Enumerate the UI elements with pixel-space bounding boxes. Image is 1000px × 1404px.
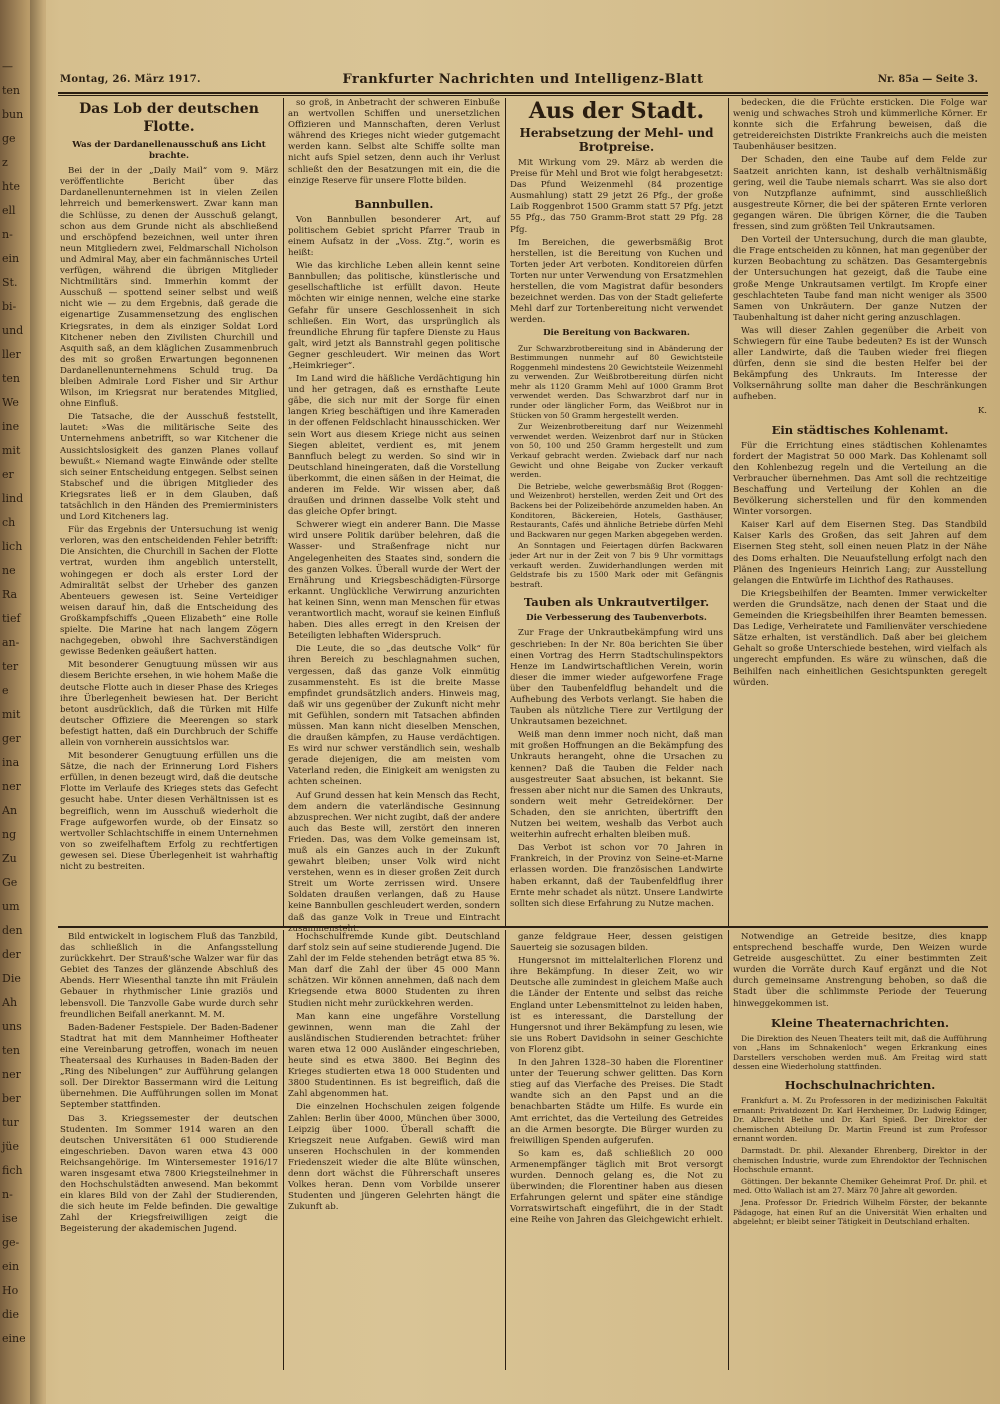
spine-fragment: ter xyxy=(2,660,19,673)
spine-fragment: tur xyxy=(2,1116,19,1129)
article-paragraph: Die Leute, die so „das deutsche Volk“ für ihren Bereich zu beschlagnahmen suchen, vergessen, daß das ganze Volk einmütig zusammensteht. Es ist die breite Masse empfindet grundsätzlich anders. Hinweis mag, daß wir uns gegenüber der Zukunft nicht mehr mit Gefühlen, sondern mit Tatsachen abfinden müssen. Man kann nicht dieselben Menschen, die draußen kämpfen, zu Hause verdächtigen. Es wird nur schwer verständlich sein, weshalb gerade diejenigen, die am meisten vom Vaterland reden, die Einigkeit am wenigsten zu achten scheinen. xyxy=(288,644,500,788)
hochschul-note: Darmstadt. Dr. phil. Alexander Ehrenberg, Direktor in der chemischen Industrie, wurde zum Ehrendoktor der Technischen Hochschule ernannt. xyxy=(733,1146,987,1175)
feuilleton-paragraph: Bild entwickelt in logischem Fluß das Tanzbild, das schließlich in die Anfangsstellung zurückkehrt. Der Strauß'sche Walzer war für das Gebiet des Tanzes der glänzende Abschluß des Abends. Herr Wiesenthal tanzte ihn mit Fräulein Gebauer in rhythmischer Linie graziös und lebensvoll. Die Tanzvolle Gabe wurde durch sehr freundlichen Beifall anerkannt. M. M. xyxy=(60,932,278,1020)
regulation-paragraph: Die Betriebe, welche gewerbsmäßig Brot (Roggen- und Weizenbrot) herstellen, werden Zeit und Ort des Backens bei der Polizeibehörde anzumelden haben. An Konditoren, Bäckereien, Hotels, Gasthäuser, Restaurants, Cafés und ähnliche Betriebe dürfen Mehl und Backwaren nur gegen Marken abgegeben werden. xyxy=(510,481,723,539)
article-paragraph: Die Kriegsbeihilfen der Beamten. Immer verwickelter werden die Grundsätze, nach denen der Staat und die Gemeinden die Kriegsbeihilfen ihrer Beamten bemessen. Das Ledige, Verheiratete und Familienväter verschiedene Sätze erhalten, ist verständlich. Daß aber bei gleichem Gehalt so große Unterschiede bestehen, wird vielfach als ungerecht empfunden. Es wäre zu wünschen, daß die Beihilfen nach einheitlichen Gesichtspunkten geregelt würden. xyxy=(733,588,987,688)
spine-fragment: jüe xyxy=(2,1140,20,1153)
article-paragraph: Auf Grund dessen hat kein Mensch das Recht, dem andern die vaterländische Gesinnung abzusprechen. Wer nicht zugibt, daß der andere auch das Beste will, zerstört den inneren Frieden. Das, was dem Volke gemeinsam ist, muß als ein Ganzes auch in der Zukunft gewahrt bleiben; unser Volk wird nicht verstehen, wenn es in dieser großen Zeit durch Streit um Worte zerrissen wird. Unsere Soldaten draußen verlangen, daß zu Hause keine Bannbullen geschleudert werden, sondern daß das ganze Volk in Treue und Eintracht zusammensteht. xyxy=(288,790,500,934)
header-rule-thin xyxy=(58,95,988,96)
spine-fragment: ein xyxy=(2,1260,20,1273)
spine-fragment: We xyxy=(2,396,19,409)
spine-fragment: ber xyxy=(2,1092,21,1105)
spine-fragment: Zu xyxy=(2,852,17,865)
spine-fragment: ell xyxy=(2,204,16,217)
spine-fragment: an- xyxy=(2,636,20,649)
bottom-column-1 xyxy=(60,932,278,1368)
column-divider xyxy=(283,98,284,926)
spine-fragment: ch xyxy=(2,516,16,529)
spine-fragment: e xyxy=(2,684,9,697)
subhead-taubenverbot: Die Verbesserung des Taubenverbots. xyxy=(526,613,707,624)
spine-fragment: Ho xyxy=(2,1284,19,1297)
article-paragraph: Für die Errichtung eines städtischen Kohlenamtes fordert der Magistrat 50 000 Mark. Das Kohlenamt soll den Kohlenbezug regeln und die Verteilung an die Verbraucher übernehmen. Das Amt soll die rechtzeitige Beschaffung und Verteilung der Kohlen an die Bevölkerung sicherstellen und für den kommenden Winter vorsorgen. xyxy=(733,440,987,518)
author-signature: K. xyxy=(977,405,987,416)
article-paragraph: Bei der in der „Daily Mail“ vom 9. März veröffentlichte Bericht über das Dardanellenunternehmen ist in vielen Zeilen lehrreich und bemerkenswert. Zwar kann man die Schlüsse, zu denen der Ausschuß gelangt, schon aus dem Grunde nicht als abschließend und erschöpfend bezeichnen, weil unter ihren neun Mitgliedern zwei, Feldmarschall Nicholson und Admiral May, aber ein fachmännisches Urteil verfügen, während die übrigen Mitglieder Nichtmilitärs sind. Immerhin kommt der Ausschuß — spottend seiner selbst und weiß nicht wie — zu dem Ergebnis, daß gerade die eigenartige Zusammensetzung des englischen Kriegsrates, in dem als einziger Soldat Lord Kitchener neben den Zivilisten Churchill und Asquith saß, an dem kläglichen Zusammenbruch des mit so großen Erwartungen begonnenen Dardanellenunternehmens Schuld trug. Da bleiben Admirale Lord Fisher und Sir Arthur Wilson, im Kriegsrat nur beratendes Mitglied, ohne Einfluß. xyxy=(60,166,278,410)
header-rule xyxy=(58,92,988,94)
spine-fragment: fich xyxy=(2,1164,23,1177)
spine-fragment: Die xyxy=(2,972,21,985)
hochschul-note: Frankfurt a. M. Zu Professoren in der medizinischen Fakultät ernannt: Privatdozent Dr. Karl Herxheimer, Dr. Ludwig Edinger, Dr. Albrecht Bethe und Dr. Karl Spieß. Der Direktor der chemischen Abteilung Dr. Martin Freund ist zum Professor ernannt worden. xyxy=(733,1096,987,1144)
header-date: Montag, 26. März 1917. xyxy=(60,74,201,85)
article-paragraph: Weiß man denn immer noch nicht, daß man mit großen Hoffnungen an die Bekämpfung des Unkrauts herangeht, ohne die Ursachen zu kennen? Daß die Tauben die Felder nach ausgestreuter Saat absuchen, ist bekannt. Sie fressen aber nicht nur die Samen des Unkrauts, sondern weit mehr Getreidekörner. Der Schaden, den sie anrichten, übertrifft den Nutzen bei weitem, weshalb das Verbot auch weiterhin aufrecht erhalten bleiben muß. xyxy=(510,730,723,841)
article-paragraph: Wie das kirchliche Leben allein kennt seine Bannbullen; das politische, künstlerische und gesellschaftliche ist erfüllt davon. Heute möchten wir einige nennen, welche eine starke Gefahr für unsere Geschlossenheit in sich schließen. Ein Wort, das ursprünglich als freundliche Ehrung für tapfere Dienste zu Haus galt, wird jetzt als Bannstrahl gegen politische Gegner geschleudert. Wir meinen das Wort „Heimkrieger“. xyxy=(288,261,500,371)
theater-note: Die Direktion des Neuen Theaters teilt mit, daß die Aufführung von „Hans im Schnakenloch“ wegen Erkrankung eines Darstellers verschoben werden muß. Am Freitag wird statt dessen eine Wiederholung stattfinden. xyxy=(733,1033,987,1072)
spine-fragment: Ra xyxy=(2,588,18,601)
article-paragraph: Zur Frage der Unkrautbekämpfung wird uns geschrieben: In der Nr. 80a berichten Sie über einen Vortrag des Herrn Stadtschulinspektors Henze im Landwirtschaftlichen Verein, worin dieser die immer wieder aufgeworfene Frage über den Taubenfeldflug behandelt und die Aufhebung des Verbots verlangt. Sie haben die Tauben als nützliche Tiere zur Vertilgung der Unkrautsamen bezeichnet. xyxy=(510,628,723,728)
column-4 xyxy=(733,98,987,924)
spine-fragment: eine xyxy=(2,1332,26,1345)
article-paragraph: Das Verbot ist schon vor 70 Jahren in Frankreich, in der Provinz von Seine-et-Marne erlassen worden. Die französischen Landwirte haben erkannt, daß der Taubenfeldflug ihrer Ernte mehr schadet als nützt. Unsere Landwirte sollten sich diese Erfahrung zu Nutze machen. xyxy=(510,843,723,909)
bottom-column-4 xyxy=(733,932,987,1368)
spine-fragment: Ge xyxy=(2,876,18,889)
article-paragraph: Die Tatsache, die der Ausschuß feststellt, lautet: »Was die militärische Seite des Unternehmens anbetrifft, so war Kitchener die Aussichtslosigkeit des ganzen Planes vollauf bewußt.« Niemand wagte Einwände oder stellte sich seiner Entscheidung entgegen. Selbst seinen Stabschef und die übrigen Mitglieder des Kriegsrates ließ er in dem Glauben, daß tatsächlich in den Händen des Premierministers und Lord Kitcheners lag. xyxy=(60,412,278,523)
article-paragraph: Im Land wird die häßliche Verdächtigung hin und her getragen, daß es ernsthafte Leute gäbe, die sich nur mit der Sorge für einen langen Krieg beschäftigen und ihre Kameraden in der offenen Feldschlacht hinausschicken. Wer sein Wort aus diesem Kriege nicht aus seinen Siegen ableitet, verdient es, mit jenem Bannfluch belegt zu werden. So sind wir in Deutschland hineingeraten, daß die Vorstellung überkommt, die einen säßen in der Heimat, die anderen im Felde. Wir wissen aber, daß draußen und drinnen dasselbe Volk steht und das gleiche Opfer bringt. xyxy=(288,374,500,518)
spine-fragment: uns xyxy=(2,1020,22,1033)
article-title-kohlenamt: Ein städtisches Kohlenamt. xyxy=(771,422,949,437)
article-title-tauben: Tauben als Unkrautvertilger. xyxy=(523,595,710,610)
hochschul-note: Jena. Professor Dr. Friedrich Wilhelm Förster, der bekannte Pädagoge, hat einen Ruf an die Universität Wien erhalten und abgelehnt; er bleibt seiner Tätigkeit in Deutschland erhalten. xyxy=(733,1197,987,1227)
feuilleton-paragraph: Das 3. Kriegssemester der deutschen Studenten. Im Sommer 1914 waren an den deutschen Universitäten 61 000 Studierende eingeschrieben. Davon waren etwa 43 000 Reichsangehörige. Im Wintersemester 1916/17 waren insgesamt etwa 7800 Kriegsteilnehmer in den Hochschulstädten anwesend. Man bekommt ein klares Bild von der Zahl der Studierenden, die sich heute im Felde befinden. Die gewaltige Zahl der Kriegsfreiwilligen zeigt die Begeisterung der akademischen Jugend. xyxy=(60,1113,278,1235)
feuilleton-paragraph: In den Jahren 1328–30 haben die Florentiner unter der Teuerung schwer gelitten. Das Korn stieg auf das Vierfache des Preises. Die Stadt wandte sich an den Papst und an die benachbarten Städte um Hilfe. Es wurde ein Amt errichtet, das die Verteilung des Getreides an die Armen besorgte. Die Bürger wurden zu freiwilligen Spenden aufgerufen. xyxy=(510,1058,723,1146)
regulation-paragraph: Zur Schwarzbrotbereitung sind in Abänderung der Bestimmungen nunmehr auf 80 Gewichtsteile Roggenmehl mindestens 20 Gewichtsteile Weizenmehl zu verwenden. Zur Weißbrotbereitung dürfen nicht mehr als 1120 Gramm Mehl auf 1000 Gramm Brot verwendet werden. Das Schwarzbrot darf nur in runder oder länglicher Form, das Weißbrot nur in Stücken von 50 Gramm hergestellt werden. xyxy=(510,343,723,420)
spine-fragment: n- xyxy=(2,1188,13,1201)
article-title-bannbullen: Bannbullen. xyxy=(354,196,434,211)
article-paragraph: Von Bannbullen besonderer Art, auf politischem Gebiet spricht Pfarrer Traub in einem Aufsatz in der „Voss. Ztg.“, worin es heißt: xyxy=(288,214,500,259)
spine-fragment: tief xyxy=(2,612,21,625)
page-fold-shadow xyxy=(30,0,44,1404)
bottom-column-3 xyxy=(510,932,723,1368)
feuilleton-paragraph: So kam es, daß schließlich 20 000 Armenempfänger täglich mit Brot versorgt wurden. Dennoch gelang es, die Not zu überwinden; die Florentiner haben aus diesen Erfahrungen gelernt und später eine ständige Vorratswirtschaft eingeführt, die in der Stadt eine Reihe von Jahren das Gleichgewicht erhielt. xyxy=(510,1148,723,1226)
article-paragraph: Kaiser Karl auf dem Eisernen Steg. Das Standbild Kaiser Karls des Großen, das seit Jahren auf dem Eisernen Steg steht, soll einen neuen Platz in der Nähe des Doms erhalten. Die Neuaufstellung erfolgt nach den Plänen des Ingenieurs Heinrich Lang; zur Ausstellung gelangen die Entwürfe im Lichthof des Rathauses. xyxy=(733,520,987,586)
feuilleton-paragraph: Baden-Badener Festspiele. Der Baden-Badener Stadtrat hat mit dem Mannheimer Hoftheater eine Vereinbarung getroffen, wonach im neuen Theatersaal des Kurhauses in Baden-Baden der „Ring des Nibelungen“ zur Aufführung gelangen soll. Der Direktor Bassermann wird die Leitung übernehmen. Die Aufführungen sollen im Monat September stattfinden. xyxy=(60,1022,278,1111)
column-divider xyxy=(505,98,506,926)
article-paragraph: Mit besonderer Genugtuung erfüllen uns die Sätze, die nach der Erinnerung Lord Fishers erfüllen, in denen bezeugt wird, daß die deutsche Flotte im Verlaufe des Krieges stets das Gefecht gesucht habe. Unter diesen Verhältnissen ist es begreiflich, wenn im Ausschuß wiederholt die Frage aufgeworfen wurde, ob der Einsatz so wertvoller Schlachtschiffe in einem Unternehmen von so zweifelhaftem Erfolg zu rechtfertigen gewesen sei. Diese Überlegenheit ist wahrhaftig nicht zu bestreiten. xyxy=(60,751,278,872)
column-divider xyxy=(505,930,506,1370)
spine-fragment: mit xyxy=(2,708,21,721)
spine-fragment: ine xyxy=(2,420,20,433)
spine-fragment: ge- xyxy=(2,1236,20,1249)
spine-fragment: z xyxy=(2,156,8,169)
column-divider xyxy=(283,930,284,1370)
spine-fragment: ten xyxy=(2,84,21,97)
spine-fragment: hte xyxy=(2,180,21,193)
spine-fragment: ge xyxy=(2,132,16,145)
header-page-number: Nr. 85a — Seite 3. xyxy=(877,74,978,85)
spine-fragment: ner xyxy=(2,1068,21,1081)
article-paragraph: Den Vorteil der Untersuchung, durch die man glaubte, die Frage entscheiden zu können, hat man gegenüber der kurzen Beobachtung zu schätzen. Das Gesamtergebnis der Untersuchungen hat gezeigt, daß die Taube eine große Menge Unkrautsamen vertilgt. Im Kropfe einer geschlachteten Taube fand man nicht weniger als 3500 Samen von Unkräutern. Der ganze Nutzen der Taubenhaltung ist daher nicht gering anzuschlagen. xyxy=(733,235,987,323)
spine-fragment: der xyxy=(2,948,21,961)
article-paragraph: Was will dieser Zahlen gegenüber die Arbeit von Schwiegern für eine Taube bedeuten? Es ist der Wunsch aller Landwirte, daß die Tauben wieder frei fliegen dürfen, denn sie sind die besten Helfer bei der Bekämpfung des Unkrauts. Im Interesse der Volksernährung sollte man daher die Beschränkungen aufheben. xyxy=(733,325,987,403)
spine-fragment: mit xyxy=(2,444,21,457)
spine-fragment: um xyxy=(2,900,20,913)
spine-fragment: ise xyxy=(2,1212,18,1225)
spine-fragment: ina xyxy=(2,756,20,769)
regulation-paragraph: Zur Weizenbrotbereitung darf nur Weizenmehl verwendet werden. Weizenbrot darf nur in Stücken von 50, 100 und 250 Gramm hergestellt und zum Verkauf gebracht werden. Zwieback darf nur nach Gewicht und ohne Beigabe von Zucker verkauft werden. xyxy=(510,422,723,480)
spine-fragment: ein xyxy=(2,252,20,265)
article-title-hochschul: Hochschulnachrichten. xyxy=(784,1078,936,1093)
article-paragraph: Mit Wirkung vom 29. März ab werden die Preise für Mehl und Brot wie folgt herabgesetzt: Das Pfund Weizenmehl (84 prozentige Ausmahlung) statt 29 jetzt 26 Pfg., der große Laib Roggenbrot 1500 Gramm statt 57 Pfg. jetzt 55 Pfg., das 750 Gramm-Brot statt 29 Pfg. 28 Pfg. xyxy=(510,158,723,235)
spine-fragment: ten xyxy=(2,1044,21,1057)
article-paragraph: Der Schaden, den eine Taube auf dem Felde zur Saatzeit anrichten kann, ist deshalb verhältnismäßig gering, weil die Taube niemals scharrt. Was sie also dort von Nutzpflanze aufnimmt, sind ausschließlich ausgestreute Körner, die bei der späteren Ernte verloren gegangen wären. Die übrigen Körner, die die Tauben fressen, sind zum größten Teil Unkrautsamen. xyxy=(733,155,987,233)
spine-fragment: bun xyxy=(2,108,24,121)
spine-fragment: St. xyxy=(2,276,18,289)
spine-fragment: bi- xyxy=(2,300,17,313)
spine-fragment: lind xyxy=(2,492,24,505)
article-paragraph: Mit besonderer Genugtuung müssen wir aus diesem Berichte ersehen, in wie hohem Maße die deutsche Flotte auch in dieser Phase des Krieges ihre Überlegenheit bewiesen hat. Der Bericht betont ausdrücklich, daß die Türken mit Hilfe deutscher Offiziere die Meerengen so stark befestigt hatten, daß ein Durchbruch der Schiffe allein von vornherein aussichtslos war. xyxy=(60,660,278,748)
spine-fragment: ner xyxy=(2,780,21,793)
column-divider xyxy=(728,98,729,926)
feuilleton-paragraph: Die einzelnen Hochschulen zeigen folgende Zahlen: Berlin über 4000, München über 3000, Leipzig über 1000. Überall schafft die Kriegszeit neue Aufgaben. Gewiß wird man unseren Hochschulen in der kommenden Friedenszeit wieder die alte Blüte wünschen, denn dort wächst die Führerschaft unseres Volkes heran. Denn vom Vorbilde unserer Studenten und jüngeren Gelehrten hängt die Zukunft ab. xyxy=(288,1102,500,1213)
column-2 xyxy=(288,98,500,934)
feuilleton-paragraph: Hungersnot im mittelalterlichen Florenz und ihre Bekämpfung. In dieser Zeit, wo wir Deutsche alle zumindest in gleichem Maße auch die Länder der Entente und selbst das reiche England unter Lebensmittelnot zu leiden haben, ist es interessant, die Darstellung der Hungersnot und ihrer Bekämpfung zu lesen, wie sie uns Robert Davidsohn in seiner Geschichte von Florenz gibt. xyxy=(510,956,723,1055)
hochschul-note: Göttingen. Der bekannte Chemiker Geheimrat Prof. Dr. phil. et med. Otto Wallach ist am 27. März 70 Jahre alt geworden. xyxy=(733,1176,987,1196)
section-separator xyxy=(58,926,988,928)
article-paragraph: bedecken, die die Früchte ersticken. Die Folge war wenig und schwaches Stroh und kümmerliche Körner. Er konnte sich die Erfahrung beweisen, daß die getreidereichsten Distrikte Frankreichs auch die meisten Taubenhäuser besitzen. xyxy=(733,98,987,153)
article-subtitle-flotte: Was der Dardanellenausschuß ans Licht brachte. xyxy=(72,140,266,162)
feuilleton-paragraph: Man kann eine ungefähre Vorstellung gewinnen, wenn man die Zahl der ausländischen Studierenden betrachtet: früher waren etwa 12 000 Ausländer eingeschrieben, heute sind es etwa 3800. Bei Beginn des Krieges studierten etwa 18 000 Studenten und 3800 Studentinnen. Es ist begreiflich, daß die Zahl abgenommen hat. xyxy=(288,1011,500,1100)
bottom-column-2 xyxy=(288,932,500,1368)
spine-fragment: — xyxy=(2,60,13,73)
feuilleton-paragraph: ganze feldgraue Heer, dessen geistigen Sauerteig sie sozusagen bilden. xyxy=(510,932,723,954)
spine-fragment: ller xyxy=(2,348,21,361)
spine-fragment: ne xyxy=(2,564,16,577)
article-paragraph: Schwerer wiegt ein anderer Bann. Die Masse wird unsere Politik darüber belehren, daß die Wasser- und Straßenfrage nicht nur Angelegenheiten des Staates sind, sondern die des ganzen Volkes. Überall wurde der Wert der Ernährung und Kriegsbeschädigten-Fürsorge erkannt. Unglückliche Verwirrung anzurichten hat keinen Sinn, wenn man Menschen für etwas verantwortlich macht, worauf sie keinen Einfluß haben. Dies alles erregt in den Kreisen der Beteiligten lebhaften Widerspruch. xyxy=(288,520,500,642)
spine-fragment: n- xyxy=(2,228,13,241)
feuilleton-paragraph: Hochschulfremde Kunde gibt. Deutschland darf stolz sein auf seine studierende Jugend. Die Zahl der im Felde stehenden beträgt etwa 85 %. Man darf die Zahl der über 45 000 Mann schätzen. Wir können annehmen, daß nach dem Kriegsende etwa 8000 Studenten zu ihren Studien nicht mehr zurückkehren werden. xyxy=(288,932,500,1009)
spine-fragment: ger xyxy=(2,732,21,745)
spine-fragment: lich xyxy=(2,540,23,553)
spine-fragment: An xyxy=(2,804,18,817)
page-header xyxy=(58,68,988,90)
article-paragraph: so groß, in Anbetracht der schweren Einbuße an wertvollen Schiffen und unersetzlichen Offizieren und Mannschaften, deren Verlust während des Krieges nicht wieder gutgemacht werden kann. Selbst alte Schiffe sollte man nicht aufs Spiel setzen, denn auch ihr Verlust schließt den der Besatzungen mit ein, die die einzige Reserve für unsere Flotte bilden. xyxy=(288,98,500,186)
article-title-theater: Kleine Theaternachrichten. xyxy=(770,1015,950,1030)
section-title-stadt: Aus der Stadt. xyxy=(528,98,705,124)
regulation-paragraph: An Sonntagen und Feiertagen dürfen Backwaren jeder Art nur in der Zeit von 7 bis 9 Uhr vormittags verkauft werden. Zuwiderhandlungen werden mit Geldstrafe bis zu 1500 Mark oder mit Gefängnis bestraft. xyxy=(510,541,723,589)
spine-fragment: er xyxy=(2,468,14,481)
spine-fragment: ng xyxy=(2,828,17,841)
feuilleton-paragraph: Notwendige an Getreide besitze, dies knapp entsprechend beschaffe wurde, Den Weizen wurde Getreide ausgeschüttet. Zu einer bestimmten Zeit wurden die Vorräte durch Kauf ergänzt und die Not durch gemeinsame Anstrengung behoben, so daß die Stadt über die schlimmste Periode der Teuerung hinweggekommen ist. xyxy=(733,932,987,1009)
spine-fragment: den xyxy=(2,924,23,937)
article-title-flotte: Das Lob der deutschen Flotte. xyxy=(79,101,259,135)
article-paragraph: Im Bereichen, die gewerbsmäßig Brot herstellen, ist die Bereitung von Kuchen und Torten jeder Art verboten. Konditoreien dürfen Torten nur unter Verwendung von Ersatzmehlen herstellen, die vom Magistrat dafür besonders bezeichnet werden. Das von der Stadt gelieferte Mehl darf zur Tortenbereitung nicht verwendet werden. xyxy=(510,237,723,326)
column-3 xyxy=(510,98,723,924)
column-1 xyxy=(60,98,278,924)
column-divider xyxy=(728,930,729,1370)
subhead-backwaren: Die Bereitung von Backwaren. xyxy=(543,328,690,339)
article-paragraph: Für das Ergebnis der Untersuchung ist wenig verloren, was den entscheidenden Fehler betrifft: Die Ansichten, die Churchill in Sachen der Flotte vertrat, wurden ihm angeblich unterstellt, wohingegen er doch als erster Lord der Admiralität selbst der Urheber des ganzen Abenteuers gewesen ist. Seine Verteidiger weisen darauf hin, daß die Entscheidung des Großkampfschiffs „Queen Elizabeth“ eine Rolle spielte. Die Marine hat nach langem Zögern nachgegeben, obwohl ihre Sachverständigen gewisse Bedenken geäußert hatten. xyxy=(60,525,278,658)
spine-fragment: ten xyxy=(2,372,21,385)
article-title-preise: Herabsetzung der Mehl- und Brotpreise. xyxy=(519,126,714,154)
spine-fragment: und xyxy=(2,324,24,337)
spine-fragment: Ah xyxy=(2,996,18,1009)
spine-fragment: die xyxy=(2,1308,20,1321)
newspaper-title: Frankfurter Nachrichten und Intelligenz-Blatt xyxy=(342,72,704,87)
